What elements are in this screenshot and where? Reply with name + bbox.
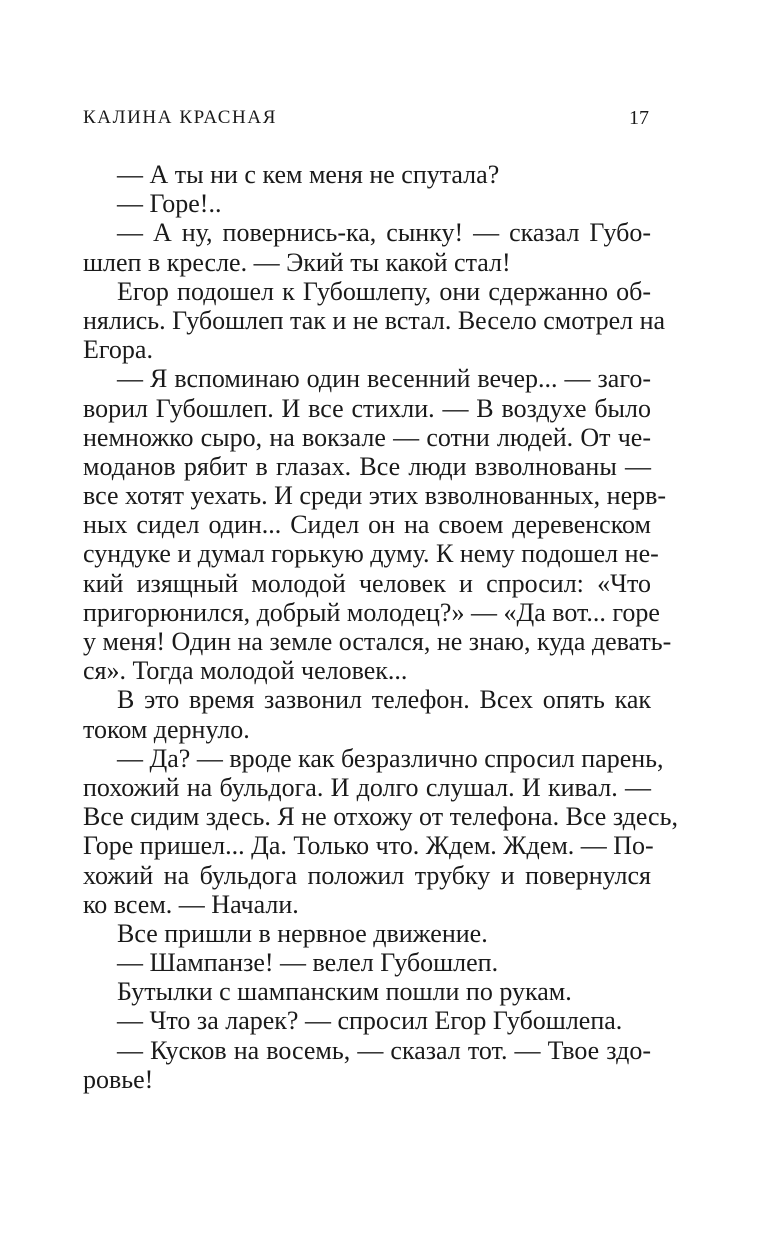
text-line: шлеп в кресле. — Экий ты какой стал! <box>83 247 511 277</box>
text-line: ровье! <box>83 1064 154 1094</box>
text-line: Егор подошел к Губошлепу, они сдержанно об- <box>117 276 651 306</box>
text-line: пригорюнился, добрый молодец?» — «Да вот... горе <box>83 597 660 627</box>
text-line: — Кусков на восемь, — сказал тот. — Твое здо- <box>117 1035 651 1065</box>
page-number: 17 <box>629 107 649 129</box>
text-line: — А ты ни с кем меня не спутала? <box>117 160 500 189</box>
text-line: ся». Тогда молодой человек... <box>83 656 408 686</box>
text-line: все хотят уехать. И среди этих взволнованных, нерв- <box>83 481 667 511</box>
text-line: похожий на бульдога. И долго слушал. И кивал. — <box>83 772 651 802</box>
text-line: у меня! Один на земле остался, не знаю, куда девать- <box>83 627 672 656</box>
text-line: — Горе!.. <box>117 189 222 219</box>
text-line: — Да? — вроде как безразлично спросил парень, <box>117 743 664 773</box>
text-line: — Что за ларек? — спросил Егор Губошлепа. <box>117 1006 623 1036</box>
text-line: Егора. <box>83 335 153 365</box>
text-line: ворил Губошлеп. И все стихли. — В воздухе было <box>83 393 651 423</box>
text-line: немножко сыро, на вокзале — сотни людей. От че- <box>83 422 651 452</box>
text-line: — А ну, повернись-ка, сынку! — сказал Губо- <box>117 218 651 248</box>
running-title: КАЛИНА КРАСНАЯ <box>83 107 277 128</box>
text-line: моданов рябит в глазах. Все люди взволнованы — <box>83 451 651 481</box>
text-line: Все пришли в нервное движение. <box>117 918 488 948</box>
text-line: хожий на бульдога положил трубку и повернулся <box>83 860 651 890</box>
text-line: Все сидим здесь. Я не отхожу от телефона. Все здесь, <box>83 802 678 832</box>
text-line: — Я вспоминаю один весенний вечер... — заго- <box>117 364 651 394</box>
text-line: Бутылки с шампанским пошли по рукам. <box>117 977 572 1007</box>
text-line: В это время зазвонил телефон. Всех опять как <box>117 685 651 715</box>
text-line: сундуке и думал горькую думу. К нему подошел не- <box>83 539 659 569</box>
running-header <box>83 104 649 132</box>
text-line: Горе пришел... Да. Только что. Ждем. Ждем. — По- <box>83 831 654 861</box>
text-line: — Шампанзе! — велел Губошлеп. <box>117 948 499 978</box>
text-line: ко всем. — Начали. <box>83 889 299 919</box>
text-line: током дернуло. <box>83 714 250 744</box>
text-line: нялись. Губошлеп так и не встал. Весело смотрел на <box>83 305 666 335</box>
text-line: ных сидел один... Сидел он на своем деревенском <box>83 510 651 540</box>
text-line: кий изящный молодой человек и спросил: «Что <box>83 568 651 598</box>
body-text <box>83 160 678 1094</box>
